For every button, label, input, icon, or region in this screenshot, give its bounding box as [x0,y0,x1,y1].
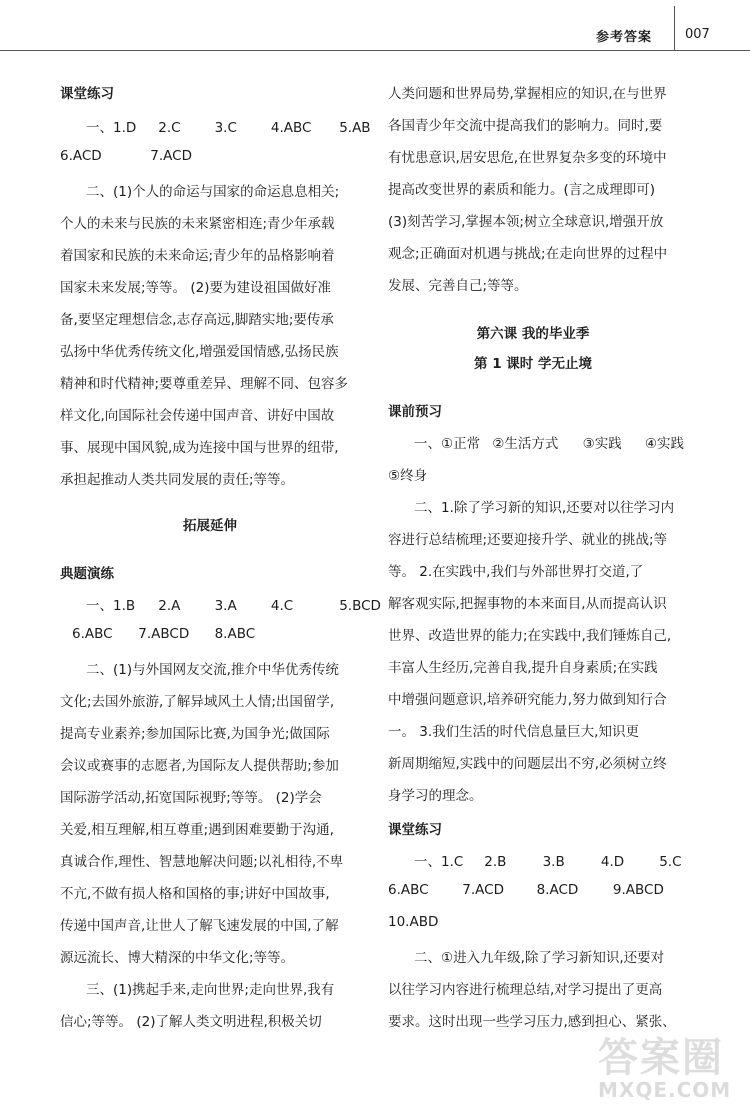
answer-item: 7.ACD [150,148,192,164]
answer-item: ③实践 [582,436,622,452]
watermark-logo-text: 答案圈 [598,1035,724,1081]
section-heading-classroom-practice: 课堂练习 [60,86,114,102]
paragraph-line: 世界、改造世界的能力;在实践中,我们锤炼自己, [388,628,672,644]
paragraph-line: 传递中国声音,让世人了解飞速发展的中国,了解 [60,918,339,934]
answer-item: 10.ABD [388,914,439,930]
answer-item: 2.C [158,120,181,136]
section-heading-typical-exercises: 典题演练 [60,566,114,582]
answer-row [72,626,255,642]
answer-item: 7.ABCD [138,626,190,642]
page-number: 007 [685,27,710,42]
paragraph-line: 容进行总结梳理;还要迎接升学、就业的挑战;等 [388,532,668,548]
paragraph-line: 不亢,不做有损人格和国格的事;讲好中国故事, [60,886,330,902]
answer-item: 一、①正常 [414,436,481,452]
answer-item: 一、1.D [86,120,137,136]
paragraph-line: 着国家和民族的未来命运;青少年的品格影响着 [60,248,335,264]
answer-item: 2.B [484,854,507,870]
paragraph-line: 二、(1)个人的命运与国家的命运息息相关; [86,184,340,200]
paragraph-line: 二、①进入九年级,除了学习新知识,还要对 [414,950,665,966]
paragraph-line: 备,要坚定理想信念,志存高远,脚踏实地;要传承 [60,312,334,328]
answer-item: 6.ABC [72,626,113,642]
answer-item: 5.C [659,854,682,870]
answer-row [86,594,381,614]
answer-item: 2.A [158,598,181,614]
answer-item: 8.ABC [214,626,256,642]
section-heading-preview: 课前预习 [388,404,442,420]
paragraph-line: 文化;去国外旅游,了解异域风土人情;出国留学, [60,694,335,710]
answer-item: 5.AB [339,120,371,136]
paragraph-line: 个人的未来与民族的未来紧密相连;青少年承载 [60,216,335,232]
paragraph-line: 发展、完善自己;等等。 [388,278,528,294]
section-title-extension: 拓展延伸 [183,518,237,534]
paragraph-line: 三、(1)携起手来,走向世界;走向世界,我有 [86,982,335,998]
answer-item: ④实践 [644,436,684,452]
paragraph-line: 丰富人生经历,完善自我,提升自身素质;在实践 [388,660,658,676]
answer-item: 3.C [214,120,237,136]
paragraph-line: 各国青少年交流中提高我们的影响力。同时,要 [388,118,663,134]
paragraph-line: 解客观实际,把握事物的本来面目,从而提高认识 [388,596,667,612]
watermark-site: MXQE.COM [598,1078,732,1102]
paragraph-line: 精神和时代精神;要尊重差异、理解不同、包容多 [60,376,349,392]
answer-item: 4.C [270,598,294,614]
paragraph-line: 二、1.除了学习新的知识,还要对以往学习内 [414,500,675,516]
paragraph-line: 样文化,向国际社会传递中国声音、讲好中国故 [60,408,335,424]
answer-item: 3.A [214,598,237,614]
paragraph-line: 二、(1)与外国网友交流,推介中华优秀传统 [86,662,339,678]
paragraph-line: 中增强问题意识,培养研究能力,努力做到知行合 [388,692,667,708]
answer-row [60,148,192,164]
paragraph-line: 会议或赛事的志愿者,为国际友人提供帮助;参加 [60,758,339,774]
answer-row [388,882,664,898]
paragraph-line: 源远流长、博大精深的中华文化;等等。 [60,950,295,966]
answer-item: 5.BCD [339,598,381,614]
answer-item: 8.ACD [536,882,579,898]
section-heading-classroom-practice: 课堂练习 [388,822,442,838]
answer-item: 4.ABC [270,120,312,136]
watermark-logo [598,1035,738,1102]
paragraph-line: 真诚合作,理性、智慧地解决问题;以礼相待,不卑 [60,854,344,870]
paragraph-line: 身学习的理念。 [388,788,483,804]
header-title: 参考答案 [596,30,653,45]
paragraph-line: 提高改变世界的素质和能力。(言之成理即可) [388,182,656,198]
paragraph-line: 提高专业素养;参加国际比赛,为国争光;做国际 [60,726,330,742]
paragraph-line: 有忧患意识,居安思危,在世界复杂多变的环境中 [388,150,667,166]
paragraph-line: 一。 3.我们生活的时代信息量巨大,知识更 [388,724,639,740]
paragraph-line: 关爱,相互理解,相互尊重;遇到困难要勤于沟通, [60,822,334,838]
paragraph-line: 弘扬中华优秀传统文化,增强爱国情感,弘扬民族 [60,344,339,360]
paragraph-line: 国家未来发展;等等。 (2)要为建设祖国做好准 [60,280,331,296]
answer-row [414,850,682,870]
paragraph-line: 承担起推动人类共同发展的责任;等等。 [60,472,295,488]
lesson-title: 第六课 我的毕业季 [476,326,590,342]
header-rule [0,50,750,51]
lesson-subtitle: 第 1 课时 学无止境 [474,356,592,372]
paragraph-line: 要求。这时出现一些学习压力,感到担心、紧张、 [388,1014,676,1030]
paragraph-line: 信心;等等。 (2)了解人类文明进程,积极关切 [60,1014,322,1030]
answer-item: 6.ABC [388,882,429,898]
answer-item: ⑤终身 [388,468,428,484]
answer-item: ②生活方式 [492,436,559,452]
paragraph-line: 人类问题和世界局势,掌握相应的知识,在与世界 [388,86,667,102]
paragraph-line: 新周期缩短,实践中的问题层出不穷,必须树立终 [388,756,667,772]
answer-item: 7.ACD [462,882,504,898]
answer-item: 6.ACD [60,148,102,164]
answer-row [414,432,684,452]
answer-item: 4.D [600,854,625,870]
answer-row [86,116,371,136]
answer-item: 一、1.B [86,598,136,614]
paragraph-line: (3)刻苦学习,掌握本领;树立全球意识,增强开放 [388,214,664,230]
answer-item: 3.B [542,854,565,870]
answer-item: 9.ABCD [612,882,664,898]
paragraph-line: 等。 2.在实践中,我们与外部世界打交道,了 [388,564,644,580]
paragraph-line: 国际游学活动,拓宽国际视野;等等。 (2)学会 [60,790,322,806]
answer-item: 一、1.C [414,854,464,870]
paragraph-line: 事、展现中国风貌,成为连接中国与世界的纽带, [60,440,339,456]
paragraph-line: 观念;正确面对机遇与挑战;在走向世界的过程中 [388,246,668,262]
header-divider [674,6,675,50]
paragraph-line: 以往学习内容进行梳理总结,对学习提出了更高 [388,982,663,998]
